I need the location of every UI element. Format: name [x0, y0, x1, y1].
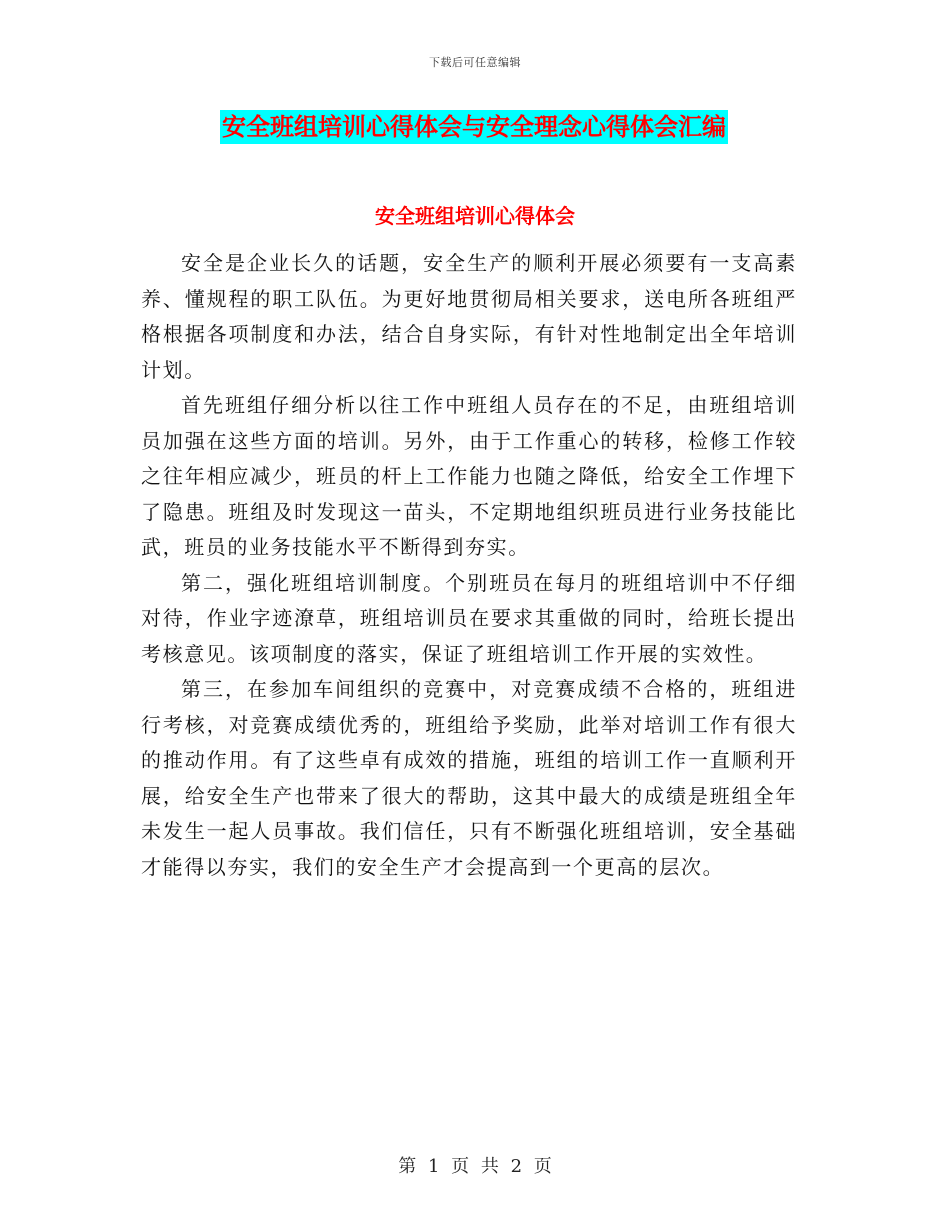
paragraph: 第二，强化班组培训制度。个别班员在每月的班组培训中不仔细对待，作业字迹潦草，班组培训员在要求其重做的同时，给班长提出考核意见。该项制度的落实，保证了班组培训工作开展的实效性。	[141, 570, 797, 666]
page-header-note: 下载后可任意编辑	[429, 56, 521, 69]
paragraph: 首先班组仔细分析以往工作中班组人员存在的不足，由班组培训员加强在这些方面的培训。另外，由于工作重心的转移，检修工作较之往年相应减少，班员的杆上工作能力也随之降低，给安全工作埋下了隐患。班组及时发现这一苗头，不定期地组织班员进行业务技能比武，班员的业务技能水平不断得到夯实。	[141, 393, 797, 559]
article-body	[141, 246, 797, 885]
main-title: 安全班组培训心得体会与安全理念心得体会汇编	[220, 110, 728, 144]
page-number: 第 1 页 共 2 页	[398, 1156, 552, 1177]
section-title: 安全班组培训心得体会	[375, 204, 575, 228]
paragraph: 第三，在参加车间组织的竞赛中，对竞赛成绩不合格的，班组进行考核，对竞赛成绩优秀的，班组给予奖励，此举对培训工作有很大的推动作用。有了这些卓有成效的措施，班组的培训工作一直顺利开展，给安全生产也带来了很大的帮助，这其中最大的成绩是班组全年未发生一起人员事故。我们信任，只有不断强化班组培训，安全基础才能得以夯实，我们的安全生产才会提高到一个更高的层次。	[141, 677, 797, 879]
paragraph: 安全是企业长久的话题，安全生产的顺利开展必须要有一支高素养、懂规程的职工队伍。为更好地贯彻局相关要求，送电所各班组严格根据各项制度和办法，结合自身实际，有针对性地制定出全年培训计划。	[141, 251, 797, 382]
